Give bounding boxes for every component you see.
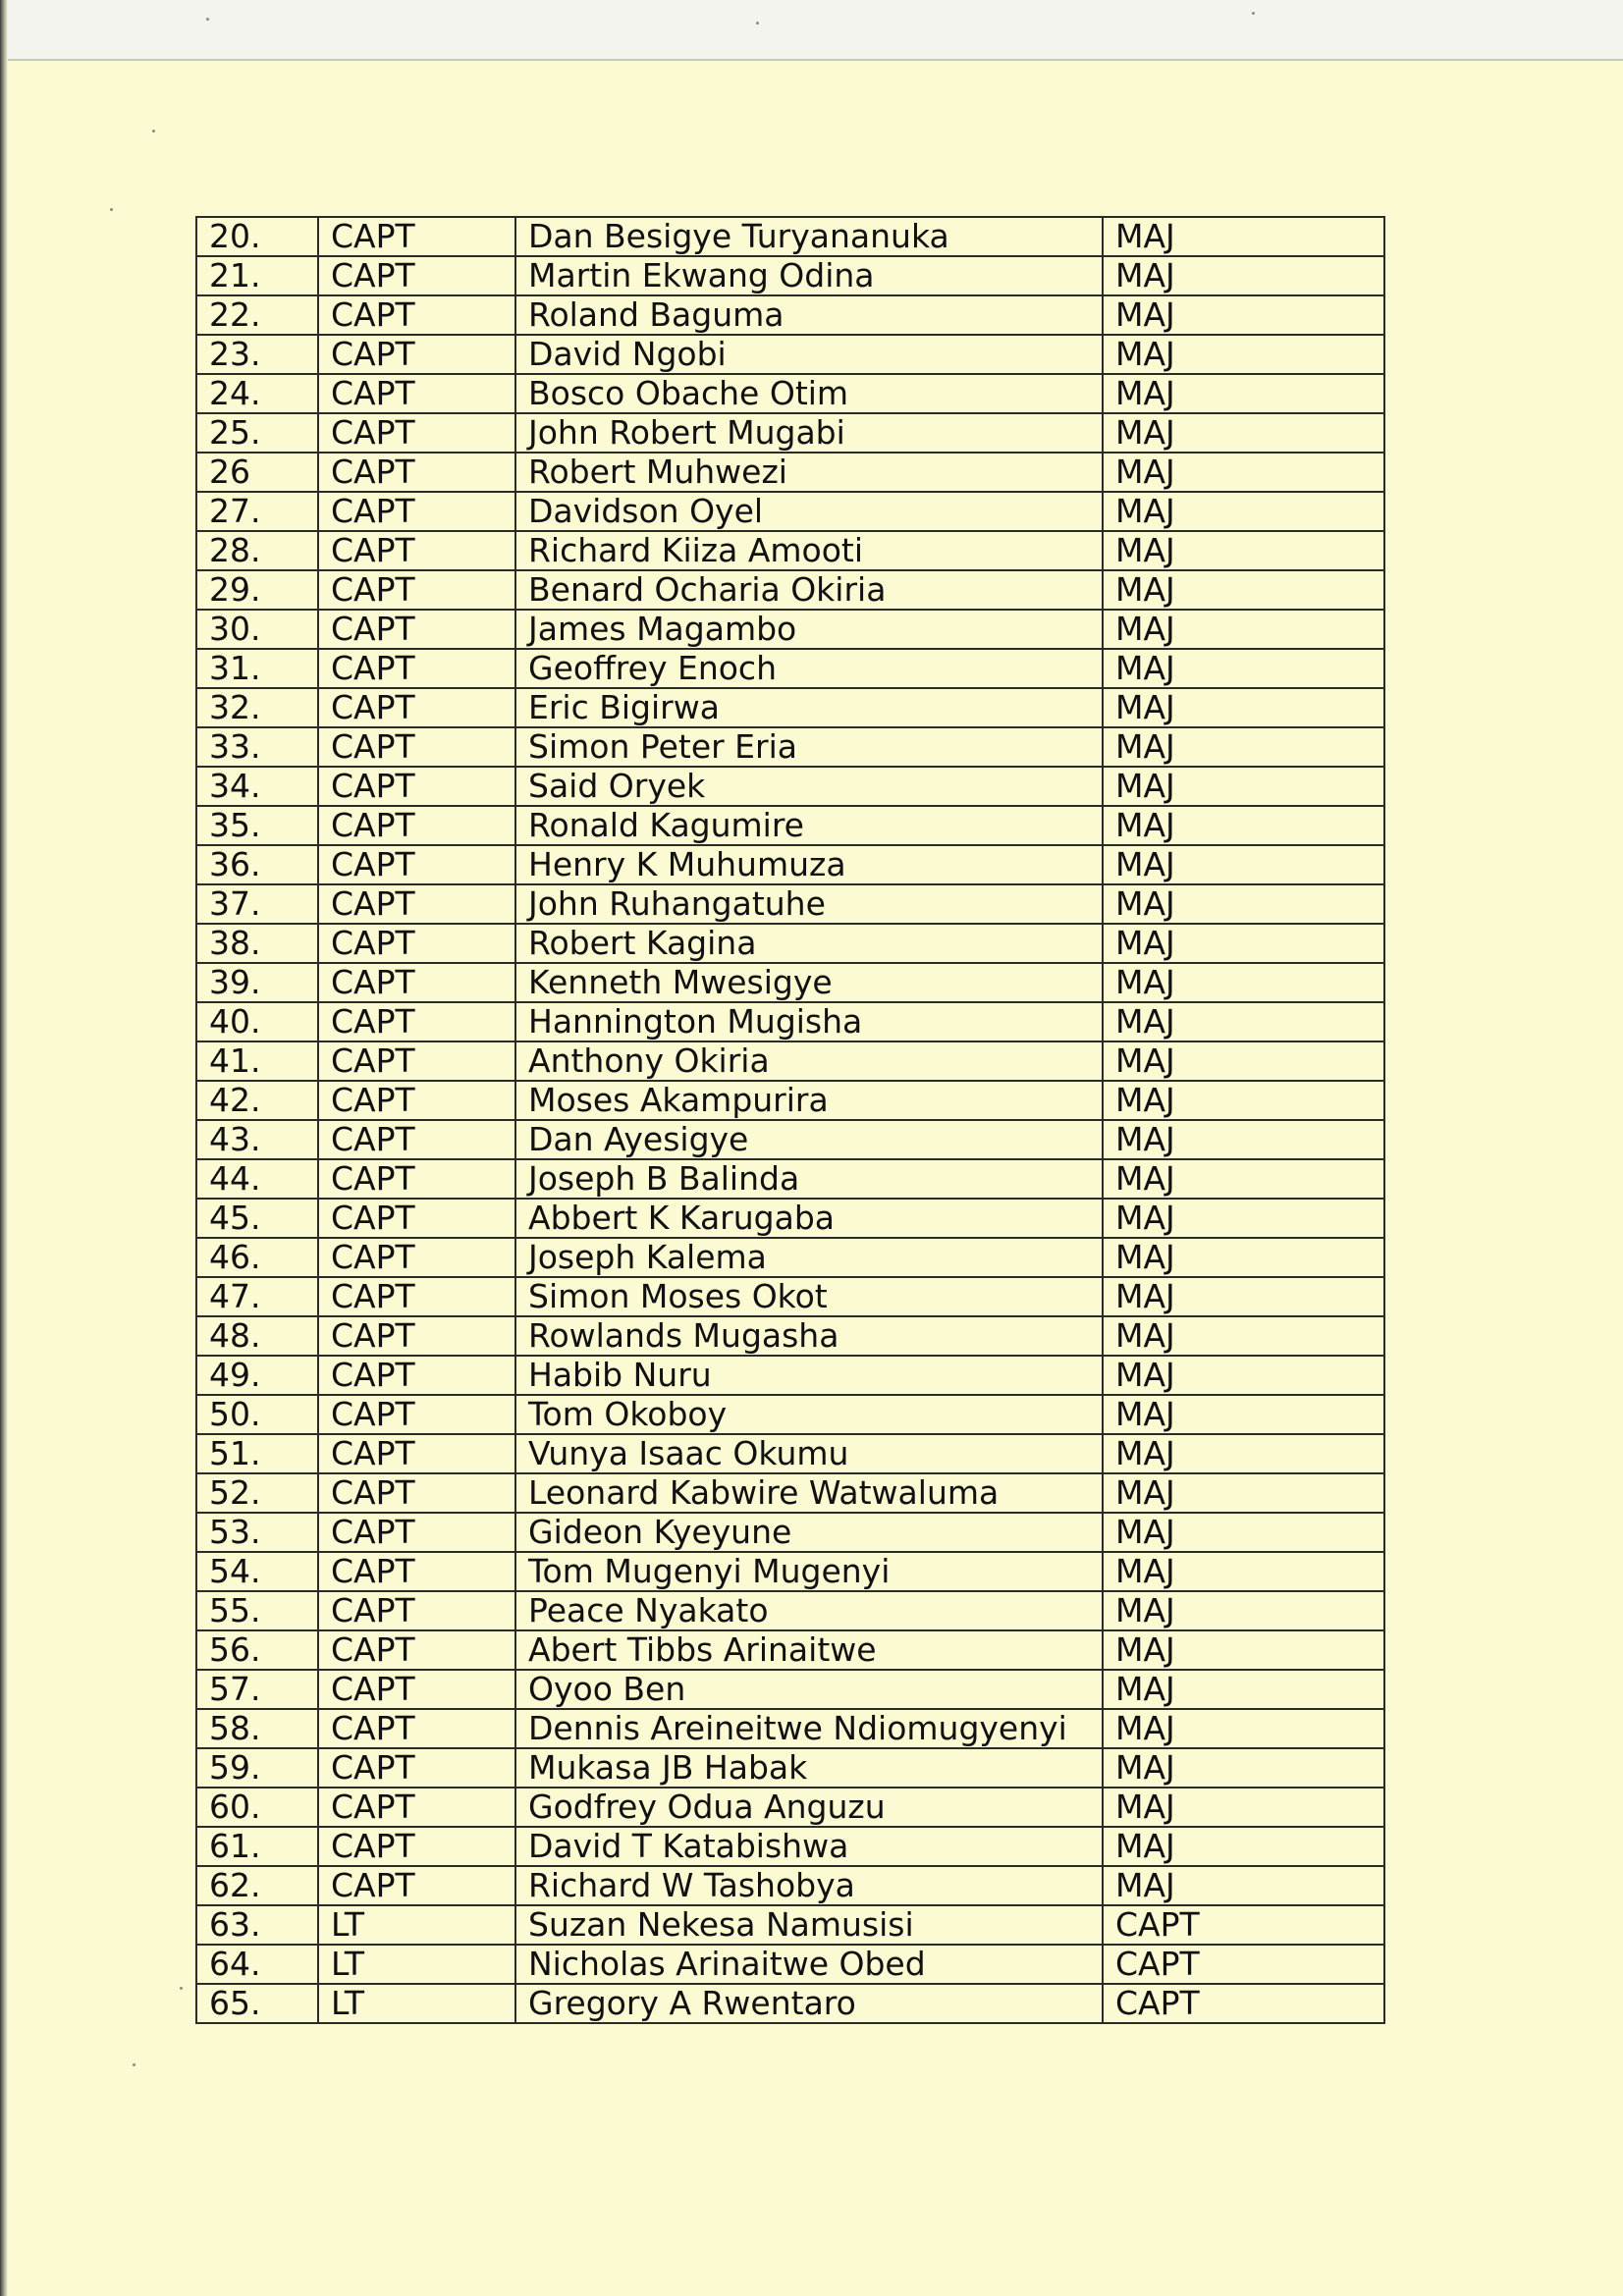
table-row [196,453,1384,492]
current-rank-cell: CAPT [318,924,515,963]
officer-name-cell: Richard Kiiza Amooti [515,531,1103,570]
table-row [196,413,1384,453]
current-rank-cell: CAPT [318,413,515,453]
promoted-rank-cell: MAJ [1103,963,1384,1002]
officer-name-cell: Ronald Kagumire [515,806,1103,845]
serial-number-cell: 36. [196,845,318,884]
officer-name-cell: Anthony Okiria [515,1041,1103,1081]
serial-number-cell: 43. [196,1120,318,1159]
scan-speck [206,18,209,21]
serial-number-cell: 28. [196,531,318,570]
serial-number-cell: 40. [196,1002,318,1041]
promoted-rank-cell: MAJ [1103,1866,1384,1905]
promoted-rank-cell: CAPT [1103,1945,1384,1984]
officer-name-cell: Hannington Mugisha [515,1002,1103,1041]
serial-number-cell: 61. [196,1827,318,1866]
table-row [196,256,1384,295]
table-row [196,963,1384,1002]
officer-name-cell: Abbert K Karugaba [515,1199,1103,1238]
officer-name-cell: Suzan Nekesa Namusisi [515,1905,1103,1945]
promoted-rank-cell: CAPT [1103,1984,1384,2023]
table-row [196,845,1384,884]
current-rank-cell: CAPT [318,1316,515,1356]
officer-name-cell: Davidson Oyel [515,492,1103,531]
officer-name-cell: Said Oryek [515,767,1103,806]
table-row [196,1238,1384,1277]
promoted-rank-cell: MAJ [1103,806,1384,845]
current-rank-cell: CAPT [318,335,515,374]
table-row [196,1081,1384,1120]
current-rank-cell: CAPT [318,884,515,924]
serial-number-cell: 63. [196,1905,318,1945]
officer-name-cell: Oyoo Ben [515,1670,1103,1709]
table-row [196,1748,1384,1788]
current-rank-cell: LT [318,1905,515,1945]
serial-number-cell: 46. [196,1238,318,1277]
table-row [196,1356,1384,1395]
current-rank-cell: CAPT [318,570,515,610]
promoted-rank-cell: MAJ [1103,1552,1384,1591]
current-rank-cell: CAPT [318,1630,515,1670]
promoted-rank-cell: MAJ [1103,649,1384,688]
scan-left-edge [0,0,8,2296]
table-row [196,1316,1384,1356]
officer-name-cell: Habib Nuru [515,1356,1103,1395]
current-rank-cell: CAPT [318,1473,515,1513]
promoted-rank-cell: MAJ [1103,1277,1384,1316]
promoted-rank-cell: MAJ [1103,767,1384,806]
table-row [196,295,1384,335]
serial-number-cell: 62. [196,1866,318,1905]
serial-number-cell: 42. [196,1081,318,1120]
promoted-rank-cell: MAJ [1103,256,1384,295]
promoted-rank-cell: MAJ [1103,1788,1384,1827]
officer-name-cell: Tom Okoboy [515,1395,1103,1434]
serial-number-cell: 22. [196,295,318,335]
officer-name-cell: Vunya Isaac Okumu [515,1434,1103,1473]
officer-name-cell: Roland Baguma [515,295,1103,335]
promoted-rank-cell: MAJ [1103,727,1384,767]
current-rank-cell: CAPT [318,1277,515,1316]
current-rank-cell: CAPT [318,217,515,256]
serial-number-cell: 56. [196,1630,318,1670]
current-rank-cell: CAPT [318,453,515,492]
table-row [196,1159,1384,1199]
officer-name-cell: Tom Mugenyi Mugenyi [515,1552,1103,1591]
serial-number-cell: 31. [196,649,318,688]
serial-number-cell: 27. [196,492,318,531]
current-rank-cell: CAPT [318,1159,515,1199]
serial-number-cell: 34. [196,767,318,806]
promoted-rank-cell: MAJ [1103,845,1384,884]
serial-number-cell: 38. [196,924,318,963]
promoted-rank-cell: MAJ [1103,1709,1384,1748]
officer-name-cell: Moses Akampurira [515,1081,1103,1120]
serial-number-cell: 37. [196,884,318,924]
serial-number-cell: 41. [196,1041,318,1081]
scan-speck [180,1987,183,1990]
current-rank-cell: CAPT [318,531,515,570]
table-row [196,1984,1384,2023]
promoted-rank-cell: MAJ [1103,453,1384,492]
table-row [196,1552,1384,1591]
table-row [196,335,1384,374]
current-rank-cell: CAPT [318,295,515,335]
promoted-rank-cell: MAJ [1103,531,1384,570]
promoted-rank-cell: MAJ [1103,1434,1384,1473]
promoted-rank-cell: MAJ [1103,492,1384,531]
table-row [196,1002,1384,1041]
table-row [196,1513,1384,1552]
promoted-rank-cell: MAJ [1103,1748,1384,1788]
serial-number-cell: 49. [196,1356,318,1395]
current-rank-cell: CAPT [318,374,515,413]
promoted-rank-cell: MAJ [1103,1238,1384,1277]
promoted-rank-cell: MAJ [1103,1199,1384,1238]
officer-name-cell: John Ruhangatuhe [515,884,1103,924]
promotion-table-body [196,217,1384,2023]
table-row [196,570,1384,610]
table-row [196,1434,1384,1473]
current-rank-cell: CAPT [318,1866,515,1905]
current-rank-cell: CAPT [318,1041,515,1081]
promoted-rank-cell: MAJ [1103,1159,1384,1199]
scan-top-margin [0,0,1623,61]
officer-name-cell: Gideon Kyeyune [515,1513,1103,1552]
table-row [196,610,1384,649]
promoted-rank-cell: MAJ [1103,1316,1384,1356]
officer-name-cell: Richard W Tashobya [515,1866,1103,1905]
officer-name-cell: Mukasa JB Habak [515,1748,1103,1788]
current-rank-cell: CAPT [318,1199,515,1238]
officer-name-cell: Dennis Areineitwe Ndiomugyenyi [515,1709,1103,1748]
serial-number-cell: 20. [196,217,318,256]
promoted-rank-cell: MAJ [1103,610,1384,649]
officer-name-cell: Gregory A Rwentaro [515,1984,1103,2023]
promoted-rank-cell: CAPT [1103,1905,1384,1945]
current-rank-cell: CAPT [318,1395,515,1434]
promoted-rank-cell: MAJ [1103,1395,1384,1434]
table-row [196,727,1384,767]
officer-name-cell: Henry K Muhumuza [515,845,1103,884]
serial-number-cell: 33. [196,727,318,767]
serial-number-cell: 21. [196,256,318,295]
current-rank-cell: CAPT [318,767,515,806]
serial-number-cell: 29. [196,570,318,610]
current-rank-cell: CAPT [318,963,515,1002]
promoted-rank-cell: MAJ [1103,1356,1384,1395]
promoted-rank-cell: MAJ [1103,413,1384,453]
promotion-table [195,216,1385,2024]
current-rank-cell: CAPT [318,649,515,688]
serial-number-cell: 26 [196,453,318,492]
promoted-rank-cell: MAJ [1103,1002,1384,1041]
serial-number-cell: 47. [196,1277,318,1316]
table-row [196,767,1384,806]
table-row [196,1199,1384,1238]
serial-number-cell: 54. [196,1552,318,1591]
officer-name-cell: Abert Tibbs Arinaitwe [515,1630,1103,1670]
officer-name-cell: Joseph B Balinda [515,1159,1103,1199]
current-rank-cell: CAPT [318,1238,515,1277]
current-rank-cell: CAPT [318,1827,515,1866]
table-row [196,374,1384,413]
officer-name-cell: David T Katabishwa [515,1827,1103,1866]
serial-number-cell: 24. [196,374,318,413]
promoted-rank-cell: MAJ [1103,335,1384,374]
serial-number-cell: 59. [196,1748,318,1788]
serial-number-cell: 52. [196,1473,318,1513]
table-row [196,1827,1384,1866]
promoted-rank-cell: MAJ [1103,1081,1384,1120]
scan-speck [133,2063,135,2066]
current-rank-cell: CAPT [318,1552,515,1591]
table-row [196,924,1384,963]
serial-number-cell: 39. [196,963,318,1002]
officer-name-cell: Simon Moses Okot [515,1277,1103,1316]
table-row [196,1788,1384,1827]
serial-number-cell: 45. [196,1199,318,1238]
promoted-rank-cell: MAJ [1103,688,1384,727]
current-rank-cell: CAPT [318,1356,515,1395]
serial-number-cell: 48. [196,1316,318,1356]
table-row [196,1945,1384,1984]
officer-name-cell: Simon Peter Eria [515,727,1103,767]
scan-speck [756,22,759,25]
current-rank-cell: CAPT [318,1591,515,1630]
promoted-rank-cell: MAJ [1103,1473,1384,1513]
scan-speck [152,130,155,133]
officer-name-cell: Joseph Kalema [515,1238,1103,1277]
table-row [196,806,1384,845]
serial-number-cell: 25. [196,413,318,453]
promoted-rank-cell: MAJ [1103,1120,1384,1159]
table-row [196,884,1384,924]
serial-number-cell: 50. [196,1395,318,1434]
current-rank-cell: CAPT [318,492,515,531]
table-row [196,1395,1384,1434]
promoted-rank-cell: MAJ [1103,1041,1384,1081]
serial-number-cell: 32. [196,688,318,727]
current-rank-cell: CAPT [318,1788,515,1827]
current-rank-cell: CAPT [318,1002,515,1041]
officer-name-cell: Rowlands Mugasha [515,1316,1103,1356]
serial-number-cell: 35. [196,806,318,845]
table-row [196,1473,1384,1513]
current-rank-cell: CAPT [318,688,515,727]
serial-number-cell: 58. [196,1709,318,1748]
table-row [196,1866,1384,1905]
current-rank-cell: LT [318,1984,515,2023]
table-row [196,688,1384,727]
officer-name-cell: Robert Kagina [515,924,1103,963]
promoted-rank-cell: MAJ [1103,884,1384,924]
officer-name-cell: Nicholas Arinaitwe Obed [515,1945,1103,1984]
serial-number-cell: 55. [196,1591,318,1630]
current-rank-cell: CAPT [318,256,515,295]
table-row [196,1630,1384,1670]
officer-name-cell: Godfrey Odua Anguzu [515,1788,1103,1827]
current-rank-cell: CAPT [318,1709,515,1748]
promoted-rank-cell: MAJ [1103,217,1384,256]
scan-speck [110,208,113,211]
serial-number-cell: 51. [196,1434,318,1473]
promoted-rank-cell: MAJ [1103,295,1384,335]
table-row [196,492,1384,531]
current-rank-cell: CAPT [318,1670,515,1709]
current-rank-cell: CAPT [318,1081,515,1120]
officer-name-cell: Benard Ocharia Okiria [515,570,1103,610]
current-rank-cell: CAPT [318,806,515,845]
serial-number-cell: 23. [196,335,318,374]
officer-name-cell: Peace Nyakato [515,1591,1103,1630]
table-row [196,1709,1384,1748]
serial-number-cell: 60. [196,1788,318,1827]
table-row [196,649,1384,688]
serial-number-cell: 44. [196,1159,318,1199]
current-rank-cell: CAPT [318,845,515,884]
current-rank-cell: CAPT [318,727,515,767]
table-row [196,217,1384,256]
officer-name-cell: David Ngobi [515,335,1103,374]
officer-name-cell: Bosco Obache Otim [515,374,1103,413]
officer-name-cell: Leonard Kabwire Watwaluma [515,1473,1103,1513]
table-row [196,1120,1384,1159]
promoted-rank-cell: MAJ [1103,1827,1384,1866]
serial-number-cell: 65. [196,1984,318,2023]
promoted-rank-cell: MAJ [1103,374,1384,413]
officer-name-cell: Dan Besigye Turyananuka [515,217,1103,256]
promoted-rank-cell: MAJ [1103,1670,1384,1709]
table-row [196,1670,1384,1709]
serial-number-cell: 57. [196,1670,318,1709]
table-row [196,1277,1384,1316]
promoted-rank-cell: MAJ [1103,924,1384,963]
serial-number-cell: 64. [196,1945,318,1984]
table-row [196,531,1384,570]
officer-name-cell: James Magambo [515,610,1103,649]
table-row [196,1041,1384,1081]
current-rank-cell: CAPT [318,1120,515,1159]
table-row [196,1591,1384,1630]
current-rank-cell: CAPT [318,1513,515,1552]
officer-name-cell: Dan Ayesigye [515,1120,1103,1159]
table-row [196,1905,1384,1945]
promoted-rank-cell: MAJ [1103,1630,1384,1670]
current-rank-cell: CAPT [318,1434,515,1473]
officer-name-cell: John Robert Mugabi [515,413,1103,453]
officer-name-cell: Martin Ekwang Odina [515,256,1103,295]
promoted-rank-cell: MAJ [1103,1513,1384,1552]
serial-number-cell: 30. [196,610,318,649]
officer-name-cell: Kenneth Mwesigye [515,963,1103,1002]
officer-name-cell: Robert Muhwezi [515,453,1103,492]
officer-name-cell: Eric Bigirwa [515,688,1103,727]
officer-name-cell: Geoffrey Enoch [515,649,1103,688]
current-rank-cell: CAPT [318,610,515,649]
promoted-rank-cell: MAJ [1103,1591,1384,1630]
current-rank-cell: LT [318,1945,515,1984]
scan-speck [1252,12,1255,15]
promoted-rank-cell: MAJ [1103,570,1384,610]
current-rank-cell: CAPT [318,1748,515,1788]
serial-number-cell: 53. [196,1513,318,1552]
